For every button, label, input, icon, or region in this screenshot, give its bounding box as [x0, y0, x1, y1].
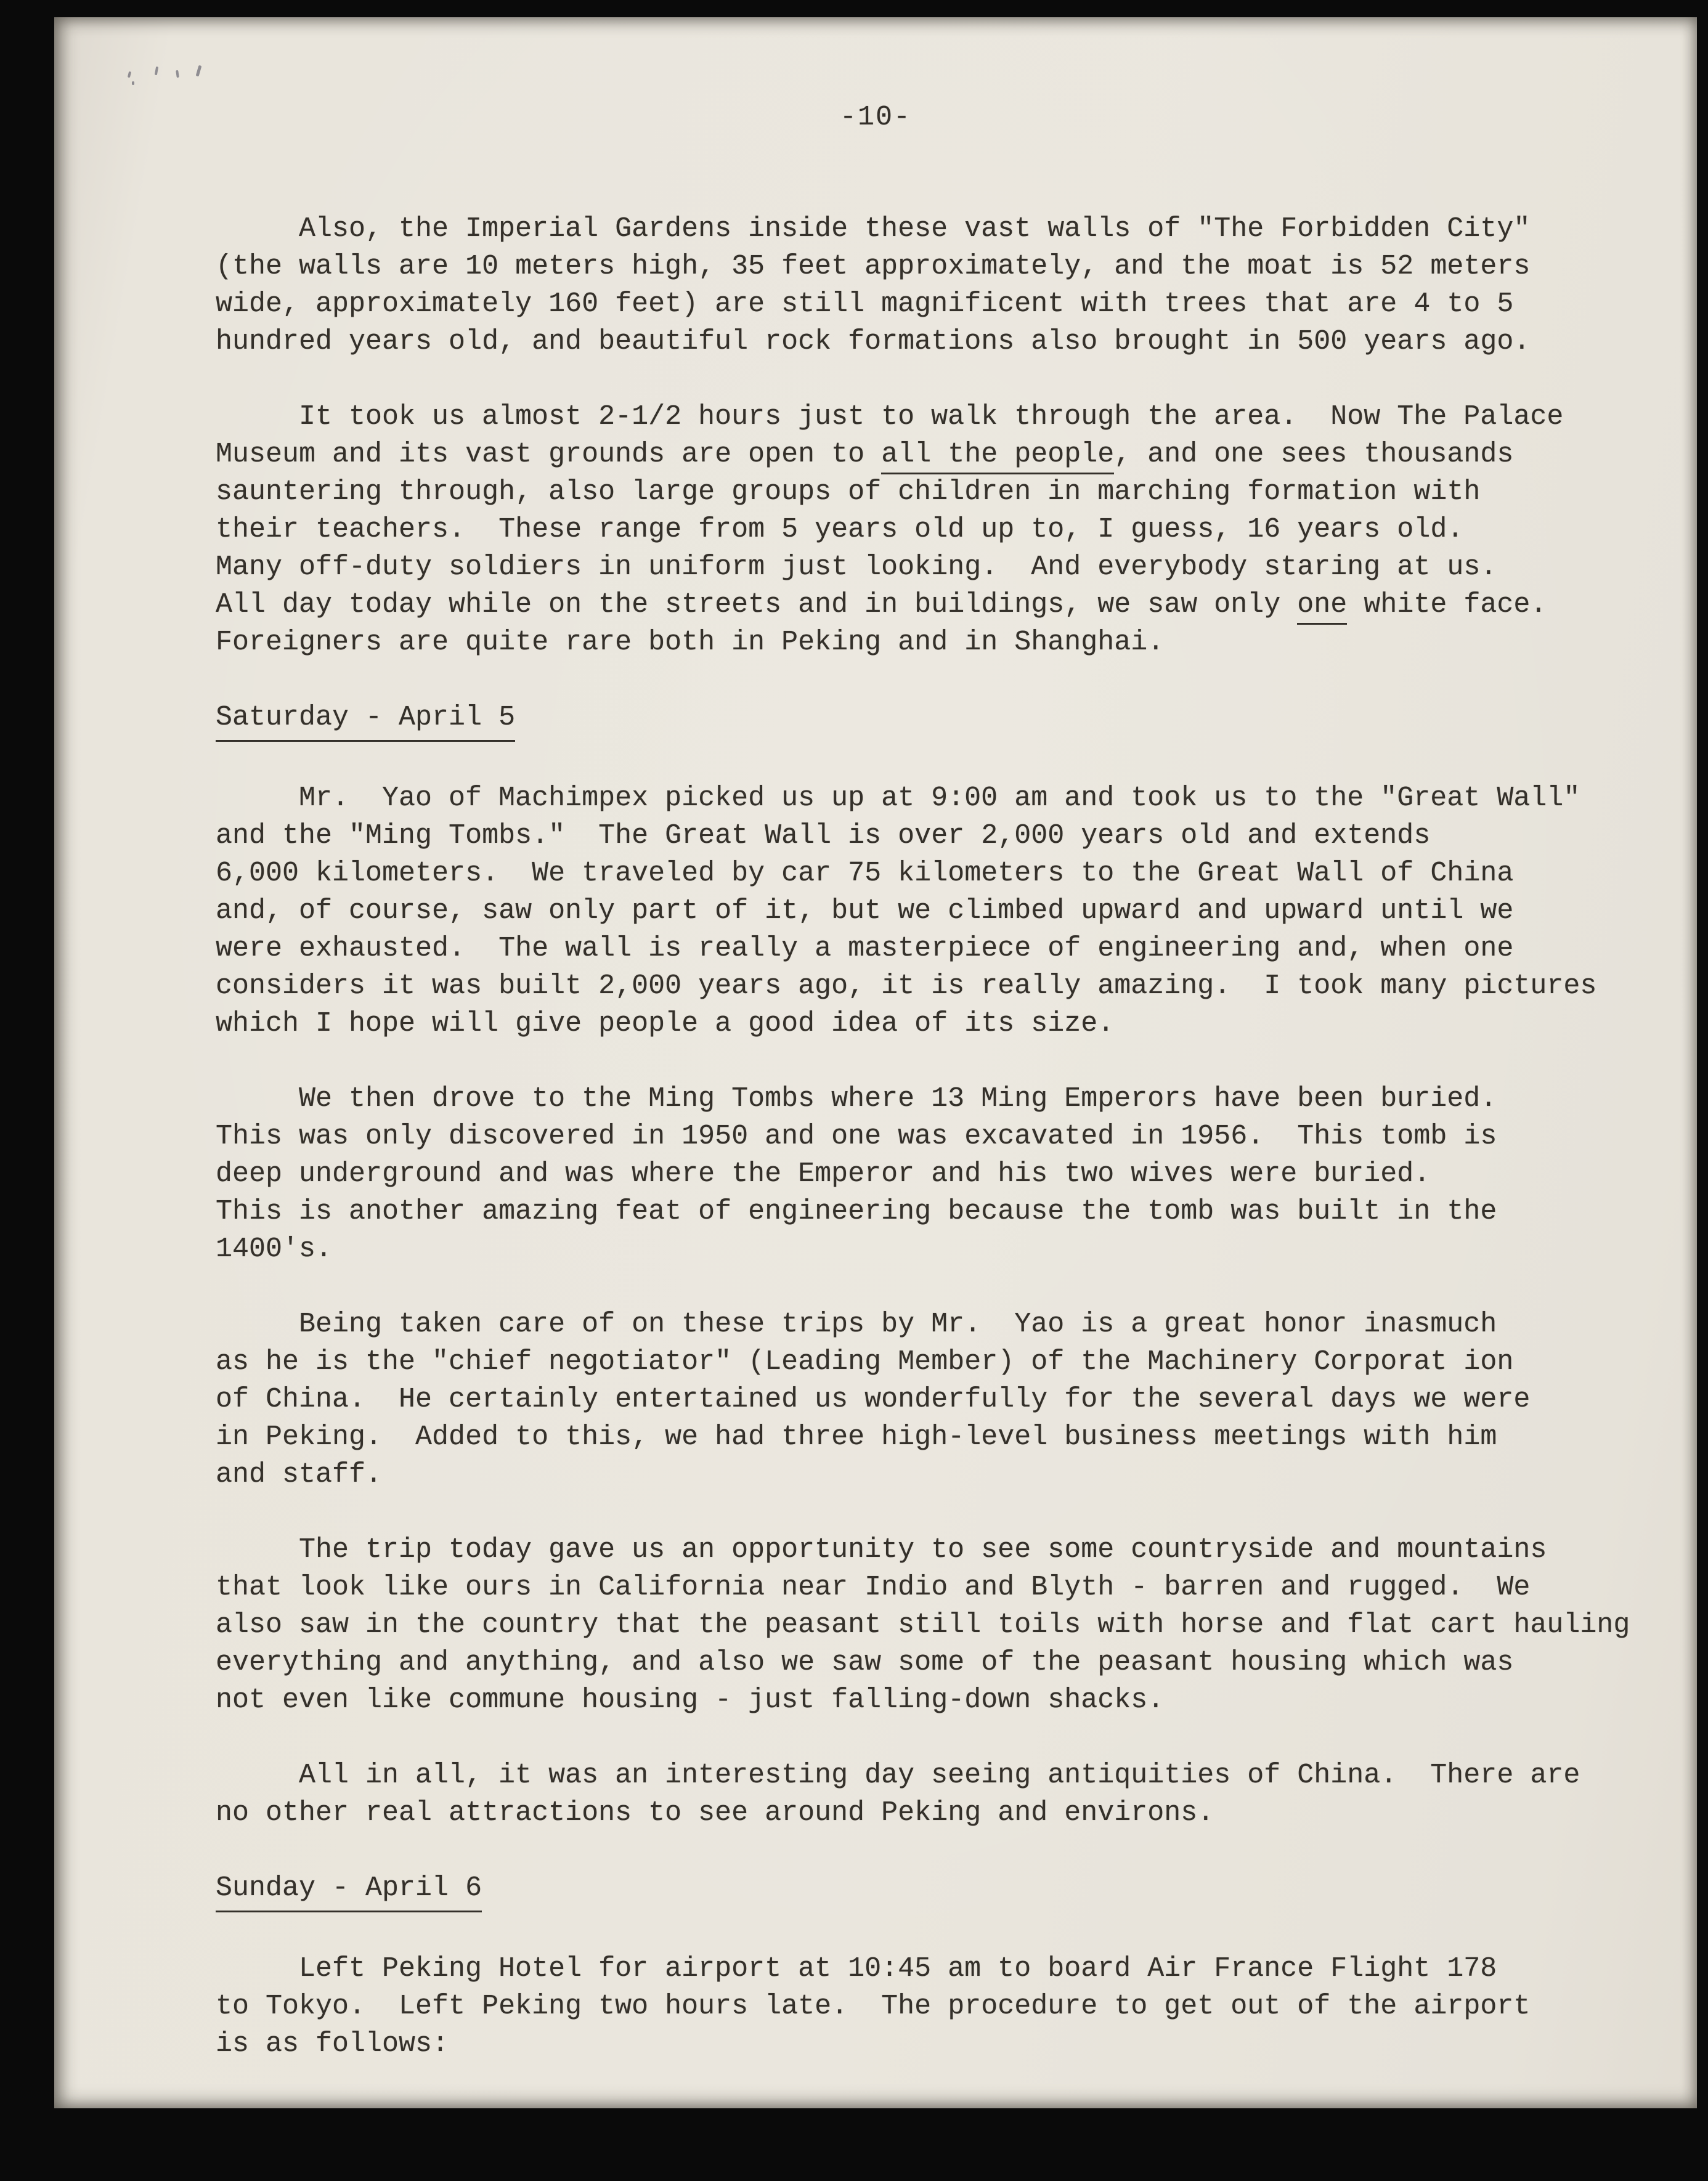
text-line: that look like ours in California near Indio and Blyth - barren and rugged. We — [216, 1572, 1531, 1603]
section-heading-text: Sunday - April 6 — [216, 1869, 482, 1912]
text-line: wide, approximately 160 feet) are still magnificent with trees that are 4 to 5 — [216, 288, 1514, 320]
text-line: All day today while on the streets and in buildings, we saw only one white face. — [216, 586, 1678, 623]
text-line: of China. He certainly entertained us wonderfully for the several days we were — [216, 1384, 1531, 1415]
text-line: We then drove to the Ming Tombs where 13 Ming Emperors have been buried. — [299, 1083, 1497, 1115]
text-line: 1400's. — [216, 1233, 333, 1265]
section-heading — [216, 1869, 1678, 1912]
text-line: and, of course, saw only part of it, but we climbed upward and upward until we — [216, 895, 1514, 927]
text-line: Mr. Yao of Machimpex picked us up at 9:00 am and took us to the "Great Wall" — [299, 782, 1580, 814]
document-body — [54, 210, 1697, 2063]
paper — [54, 17, 1697, 2108]
text-line: not even like commune housing - just falling-down shacks. — [216, 1684, 1165, 1716]
text-line: Foreigners are quite rare both in Peking and in Shanghai. — [216, 627, 1165, 658]
text-line: considers it was built 2,000 years ago, it is really amazing. I took many pictures — [216, 970, 1597, 1002]
page-number: -10- — [839, 102, 912, 133]
paragraph — [216, 398, 1678, 661]
paragraph — [216, 779, 1678, 1042]
paragraph — [216, 1757, 1678, 1832]
text-line: no other real attractions to see around Peking and environs. — [216, 1797, 1214, 1829]
underlined-text: all the people — [881, 439, 1114, 474]
text-line: 6,000 kilometers. We traveled by car 75 kilometers to the Great Wall of China — [216, 858, 1514, 889]
text-line: Museum and its vast grounds are open to all the people, and one sees thousands — [216, 436, 1678, 473]
text-line: deep underground and was where the Emperor and his two wives were buried. — [216, 1158, 1431, 1190]
paragraph — [216, 1306, 1678, 1493]
pencil-marks — [128, 60, 208, 89]
paragraph — [216, 1531, 1678, 1719]
text-line: to Tokyo. Left Peking two hours late. The procedure to get out of the airport — [216, 1991, 1531, 2022]
text-line: (the walls are 10 meters high, 35 feet approximately, and the moat is 52 meters — [216, 251, 1531, 282]
text-line: everything and anything, and also we saw some of the peasant housing which was — [216, 1647, 1514, 1678]
text-line: is as follows: — [216, 2028, 449, 2060]
text-line: All in all, it was an interesting day seeing antiquities of China. There are — [299, 1760, 1580, 1791]
text-line: The trip today gave us an opportunity to see some countryside and mountains — [299, 1534, 1547, 1566]
text-line: hundred years old, and beautiful rock formations also brought in 500 years ago. — [216, 326, 1531, 357]
text-line: This is another amazing feat of engineering because the tomb was built in the — [216, 1196, 1497, 1227]
text-line: Being taken care of on these trips by Mr. Yao is a great honor inasmuch — [299, 1309, 1497, 1340]
text-line: were exhausted. The wall is really a masterpiece of engineering and, when one — [216, 933, 1514, 964]
text-line: Left Peking Hotel for airport at 10:45 am to board Air France Flight 178 — [299, 1953, 1497, 1984]
text-line: and the "Ming Tombs." The Great Wall is over 2,000 years old and extends — [216, 820, 1431, 851]
text-line: and staff. — [216, 1459, 383, 1490]
text-line: Many off-duty soldiers in uniform just looking. And everybody staring at us. — [216, 551, 1497, 583]
section-heading — [216, 699, 1678, 742]
paragraph — [216, 1080, 1678, 1268]
text-line: It took us almost 2-1/2 hours just to walk through the area. Now The Palace — [299, 401, 1564, 433]
text-line: their teachers. These range from 5 years old up to, I guess, 16 years old. — [216, 514, 1464, 545]
paragraph — [216, 1950, 1678, 2063]
underlined-text: one — [1297, 589, 1347, 625]
text-line: sauntering through, also large groups of children in marching formation with — [216, 476, 1481, 508]
text-line: This was only discovered in 1950 and one was excavated in 1956. This tomb is — [216, 1121, 1497, 1152]
paragraph — [216, 210, 1678, 360]
text-line: as he is the "chief negotiator" (Leading Member) of the Machinery Corporat ion — [216, 1346, 1514, 1378]
text-line: which I hope will give people a good idea of its size. — [216, 1008, 1115, 1039]
text-line: Also, the Imperial Gardens inside these vast walls of "The Forbidden City" — [299, 213, 1531, 245]
text-line: also saw in the country that the peasant still toils with horse and flat cart hauling — [216, 1609, 1630, 1641]
text-line: in Peking. Added to this, we had three high-level business meetings with him — [216, 1421, 1497, 1453]
section-heading-text: Saturday - April 5 — [216, 699, 515, 742]
